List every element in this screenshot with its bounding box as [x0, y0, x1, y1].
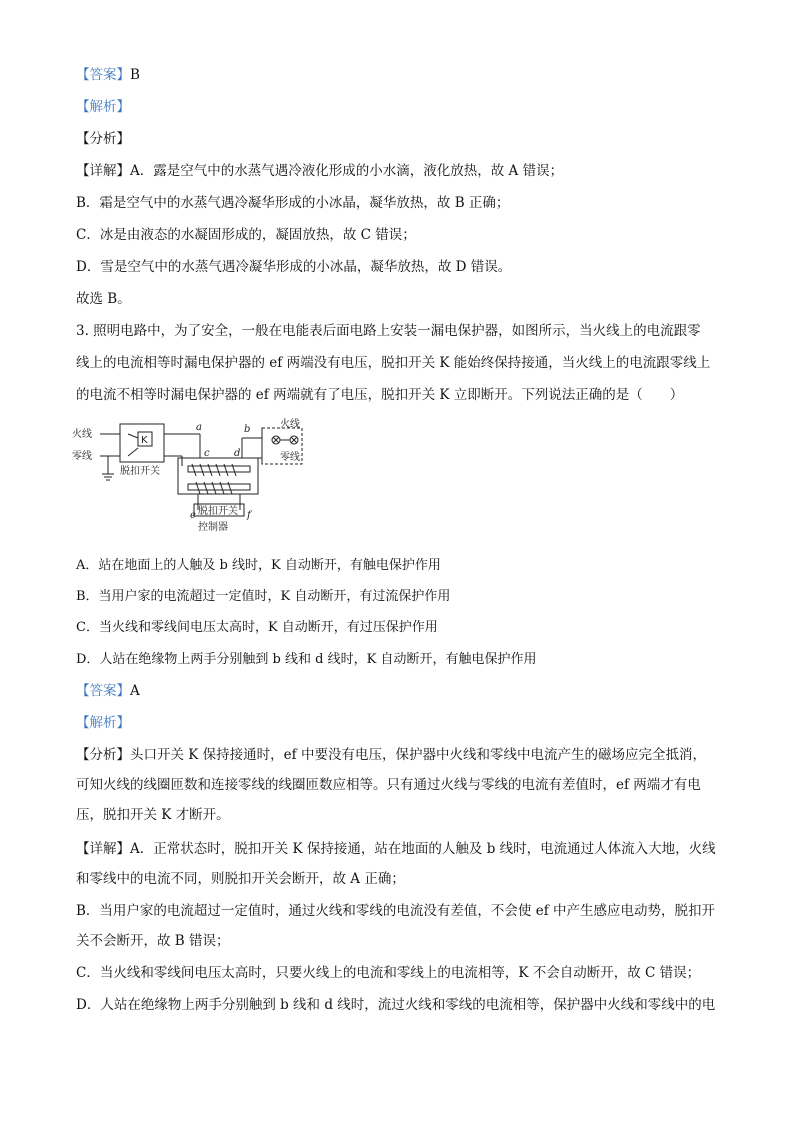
detail2-line-b1: B．当用户家的电流超过一定值时，通过火线和零线的电流没有差值，不会使 ef 中产生感应电动势，脱扣开 [76, 903, 715, 919]
label-controller-1: 脱扣开关 [198, 506, 238, 517]
fenxi-line-1 [76, 746, 726, 764]
answer-line-1 [76, 66, 726, 84]
label-switch-k: K [141, 435, 148, 446]
label-neutral-wire: 零线 [72, 451, 92, 462]
answer-value: B [130, 67, 140, 83]
detail2-a1-text: A．正常状态时，脱扣开关 K 保持接通，站在地面的人触及 b 线时，电流通过人体流入大地，火线 [130, 841, 716, 857]
label-live-wire: 火线 [72, 429, 92, 440]
label-switch: 脱扣开关 [120, 466, 160, 477]
answer-line-2 [76, 682, 726, 700]
detail-label-2: 【详解】 [76, 841, 130, 857]
answer-label: 【答案】 [76, 67, 130, 83]
detail2-line-b2: 关不会断开，故 B 错误； [76, 933, 230, 949]
leakage-protector-diagram [72, 418, 322, 543]
detail2-line-a1 [76, 840, 726, 858]
detail-line-d: D．雪是空气中的水蒸气遇冷凝华形成的小冰晶，凝华放热，故 D 错误。 [76, 259, 512, 275]
detail-label: 【详解】 [76, 163, 130, 179]
label-point-d: d [234, 448, 241, 459]
q3-line-2: 线上的电流相等时漏电保护器的 ef 两端没有电压，脱扣开关 K 能始终保持接通，当火线上的电流跟零线上 [76, 355, 711, 371]
detail2-line-a2: 和零线中的电流不同，则脱扣开关会断开，故 A 正确； [76, 871, 405, 887]
answer-value-2: A [130, 683, 140, 699]
label-point-f: f [247, 510, 251, 521]
fenxi-line-2: 可知火线的线圈匝数和连接零线的线圈匝数应相等。只有通过火线与零线的电流有差值时，ef 两端才有电 [76, 777, 701, 793]
fenxi-label-2: 【分析】 [76, 747, 130, 763]
conclusion-1: 故选 B。 [76, 291, 131, 307]
label-point-e: e [190, 510, 196, 521]
detail2-line-c: C．当火线和零线间电压太高时，只要火线上的电流和零线上的电流相等，K 不会自动断开，故 C 错误； [76, 965, 701, 981]
answer-label-2: 【答案】 [76, 683, 130, 699]
analysis-label-1: 【解析】 [76, 99, 130, 115]
detail-line-b: B．霜是空气中的水蒸气遇冷凝华形成的小冰晶，凝华放热，故 B 正确； [76, 195, 510, 211]
label-controller-2: 控制器 [198, 522, 228, 533]
label-right-live: 火线 [280, 419, 300, 430]
detail-line-a [76, 162, 726, 180]
q3-line-1: 3. 照明电路中，为了安全，一般在电能表后面电路上安装一漏电保护器，如图所示，当火线上的电流跟零 [76, 323, 701, 339]
fenxi-line-3: 压，脱扣开关 K 才断开。 [76, 807, 230, 823]
option-b: B．当用户家的电流超过一定值时，K 自动断开，有过流保护作用 [76, 589, 451, 604]
label-right-neutral: 零线 [280, 452, 300, 463]
q3-line-3: 的电流不相等时漏电保护器的 ef 两端就有了电压，脱扣开关 K 立即断开。下列说法正确的是（ ） [76, 387, 684, 403]
option-d: D．人站在绝缘物上两手分别触到 b 线和 d 线时，K 自动断开，有触电保护作用 [76, 652, 537, 667]
label-point-a: a [196, 422, 202, 433]
option-c: C．当火线和零线间电压太高时，K 自动断开，有过压保护作用 [76, 620, 438, 635]
detail-line-c: C．冰是由液态的水凝固形成的，凝固放热，故 C 错误； [76, 227, 416, 243]
detail2-line-d: D．人站在绝缘物上两手分别触到 b 线和 d 线时，流过火线和零线的电流相等，保护器中火线和零线中的电 [76, 997, 716, 1013]
label-point-b: b [244, 424, 251, 435]
fenxi-label-1: 【分析】 [76, 131, 130, 147]
fenxi-text-1: 头口开关 K 保持接通时，ef 中要没有电压，保护器中火线和零线中电流产生的磁场应完全抵消， [130, 747, 706, 763]
detail-a-text: A．露是空气中的水蒸气遇冷液化形成的小水滴，液化放热，故 A 错误； [130, 163, 564, 179]
option-a: A．站在地面上的人触及 b 线时，K 自动断开，有触电保护作用 [76, 558, 441, 573]
label-point-c: c [204, 448, 210, 459]
analysis-label-2: 【解析】 [76, 715, 130, 731]
